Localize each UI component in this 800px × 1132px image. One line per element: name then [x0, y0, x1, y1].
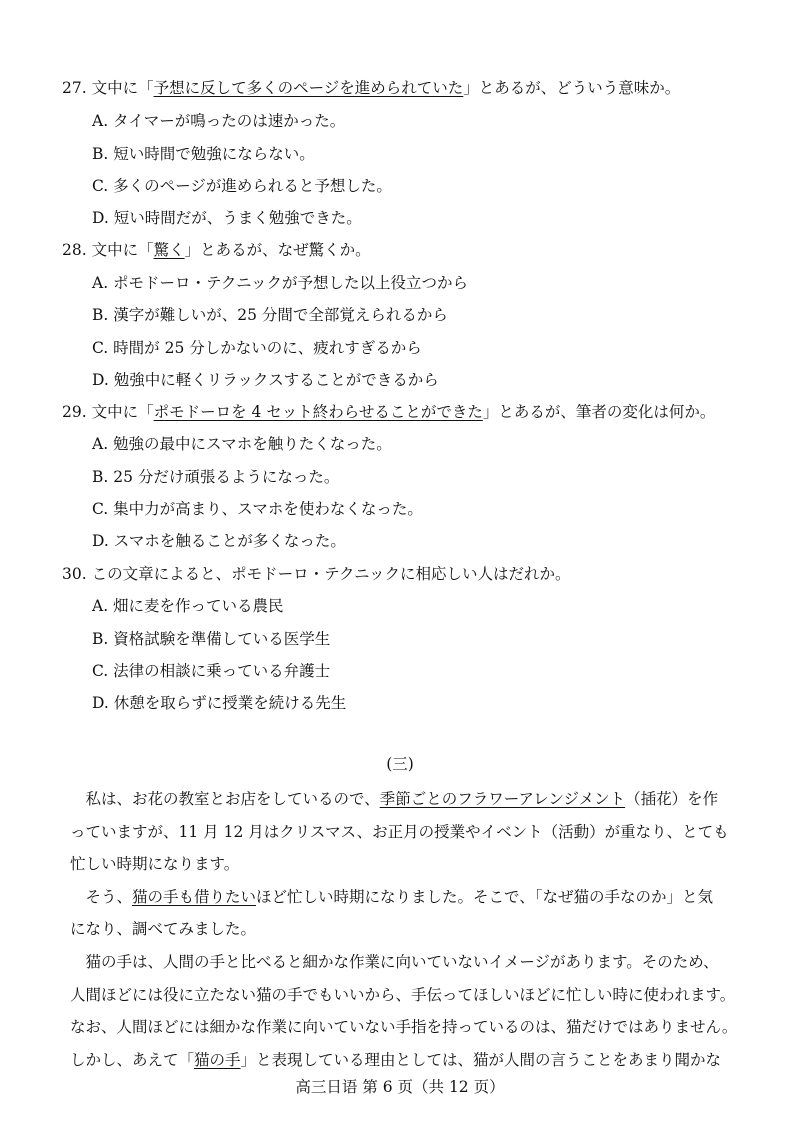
question-29-quote: ポモドーロを 4 セット終わらせることができた [153, 403, 483, 421]
question-30-stem: 30. この文章によると、ポモドーロ・テクニックに相応しい人はだれか。 [62, 565, 571, 583]
passage-line: しかし、あえて「猫の手」と表現している理由としては、猫が人間の言うことをあまり聞かな [70, 1051, 722, 1069]
passage-line: そう、猫の手も借りたいほど忙しい時期になりました。そこで、「なぜ猫の手なのか」と気 [70, 888, 713, 906]
question-29-option-d: D. スマホを触ることが多くなった。 [92, 532, 346, 550]
question-29-option-c: C. 集中力が高まり、スマホを使わなくなった。 [92, 500, 423, 518]
passage-line: っていますが、11 月 12 月はクリスマス、お正月の授業やイベント（活動）が重なり、とても [70, 823, 729, 841]
question-29-option-a: A. 勉強の最中にスマホを触りたくなった。 [92, 435, 392, 453]
question-28-stem: 28. 文中に「驚く」とあるが、なぜ驚くか。 [62, 241, 371, 259]
passage-line: 忙しい時期になります。 [70, 855, 240, 873]
question-30-option-d: D. 休憩を取らずに授業を続ける先生 [92, 694, 347, 712]
question-27-quote: 予想に反して多くのページを進められていた [153, 79, 464, 97]
question-27-stem: 27. 文中に「予想に反して多くのページを進められていた」とあるが、どういう意味か。 [62, 79, 681, 97]
question-27-option-b: B. 短い時間で勉強にならない。 [92, 145, 315, 163]
page-footer: 高三日语 第 6 页（共 12 页） [295, 1078, 505, 1096]
question-28-option-c: C. 時間が 25 分しかないのに、疲れすぎるから [92, 339, 422, 357]
passage-underline-cat-idiom: 猫の手も借りたい [132, 888, 257, 906]
question-28-option-a: A. ポモドーロ・テクニックが予想した以上役立つから [92, 274, 468, 292]
question-30-option-a: A. 畑に麦を作っている農民 [92, 597, 284, 615]
passage-line: 私は、お花の教室とお店をしているので、季節ごとのフラワーアレンジメント（插花）を作 [70, 790, 719, 808]
section-title: (三) [386, 755, 414, 773]
passage-line: 人間ほどには役に立たない猫の手でもいいから、手伝ってほしいほどに忙しい時に使われます。 [70, 986, 736, 1004]
passage-underline-cat-hand: 猫の手 [194, 1051, 241, 1069]
question-30-option-c: C. 法律の相談に乗っている弁護士 [92, 662, 331, 680]
question-28-quote: 驚く [153, 241, 185, 259]
question-27-option-c: C. 多くのページが進められると予想した。 [92, 177, 392, 195]
passage-line: になり、調べてみました。 [70, 920, 257, 938]
passage-underline-flower: 季節ごとのフラワーアレンジメント [379, 790, 626, 808]
question-30-option-b: B. 資格試験を準備している医学生 [92, 630, 331, 648]
question-28-option-d: D. 勉強中に軽くリラックスすることができるから [92, 371, 439, 389]
passage-line: なお、人間ほどには細かな作業に向いていない手指を持っているのは、猫だけではありません。 [70, 1018, 738, 1036]
question-27-option-a: A. タイマーが鳴ったのは速かった。 [92, 112, 346, 130]
question-29-stem: 29. 文中に「ポモドーロを 4 セット終わらせることができた」とあるが、筆者の変化は何か。 [62, 403, 716, 421]
question-28-option-b: B. 漢字が難しいが、25 分間で全部覚えられるから [92, 306, 448, 324]
passage-line: 猫の手は、人間の手と比べると細かな作業に向いていないイメージがあります。そのため、 [70, 953, 719, 971]
question-29-option-b: B. 25 分だけ頑張るようになった。 [92, 468, 340, 486]
question-27-option-d: D. 短い時間だが、うまく勉強できた。 [92, 209, 362, 227]
